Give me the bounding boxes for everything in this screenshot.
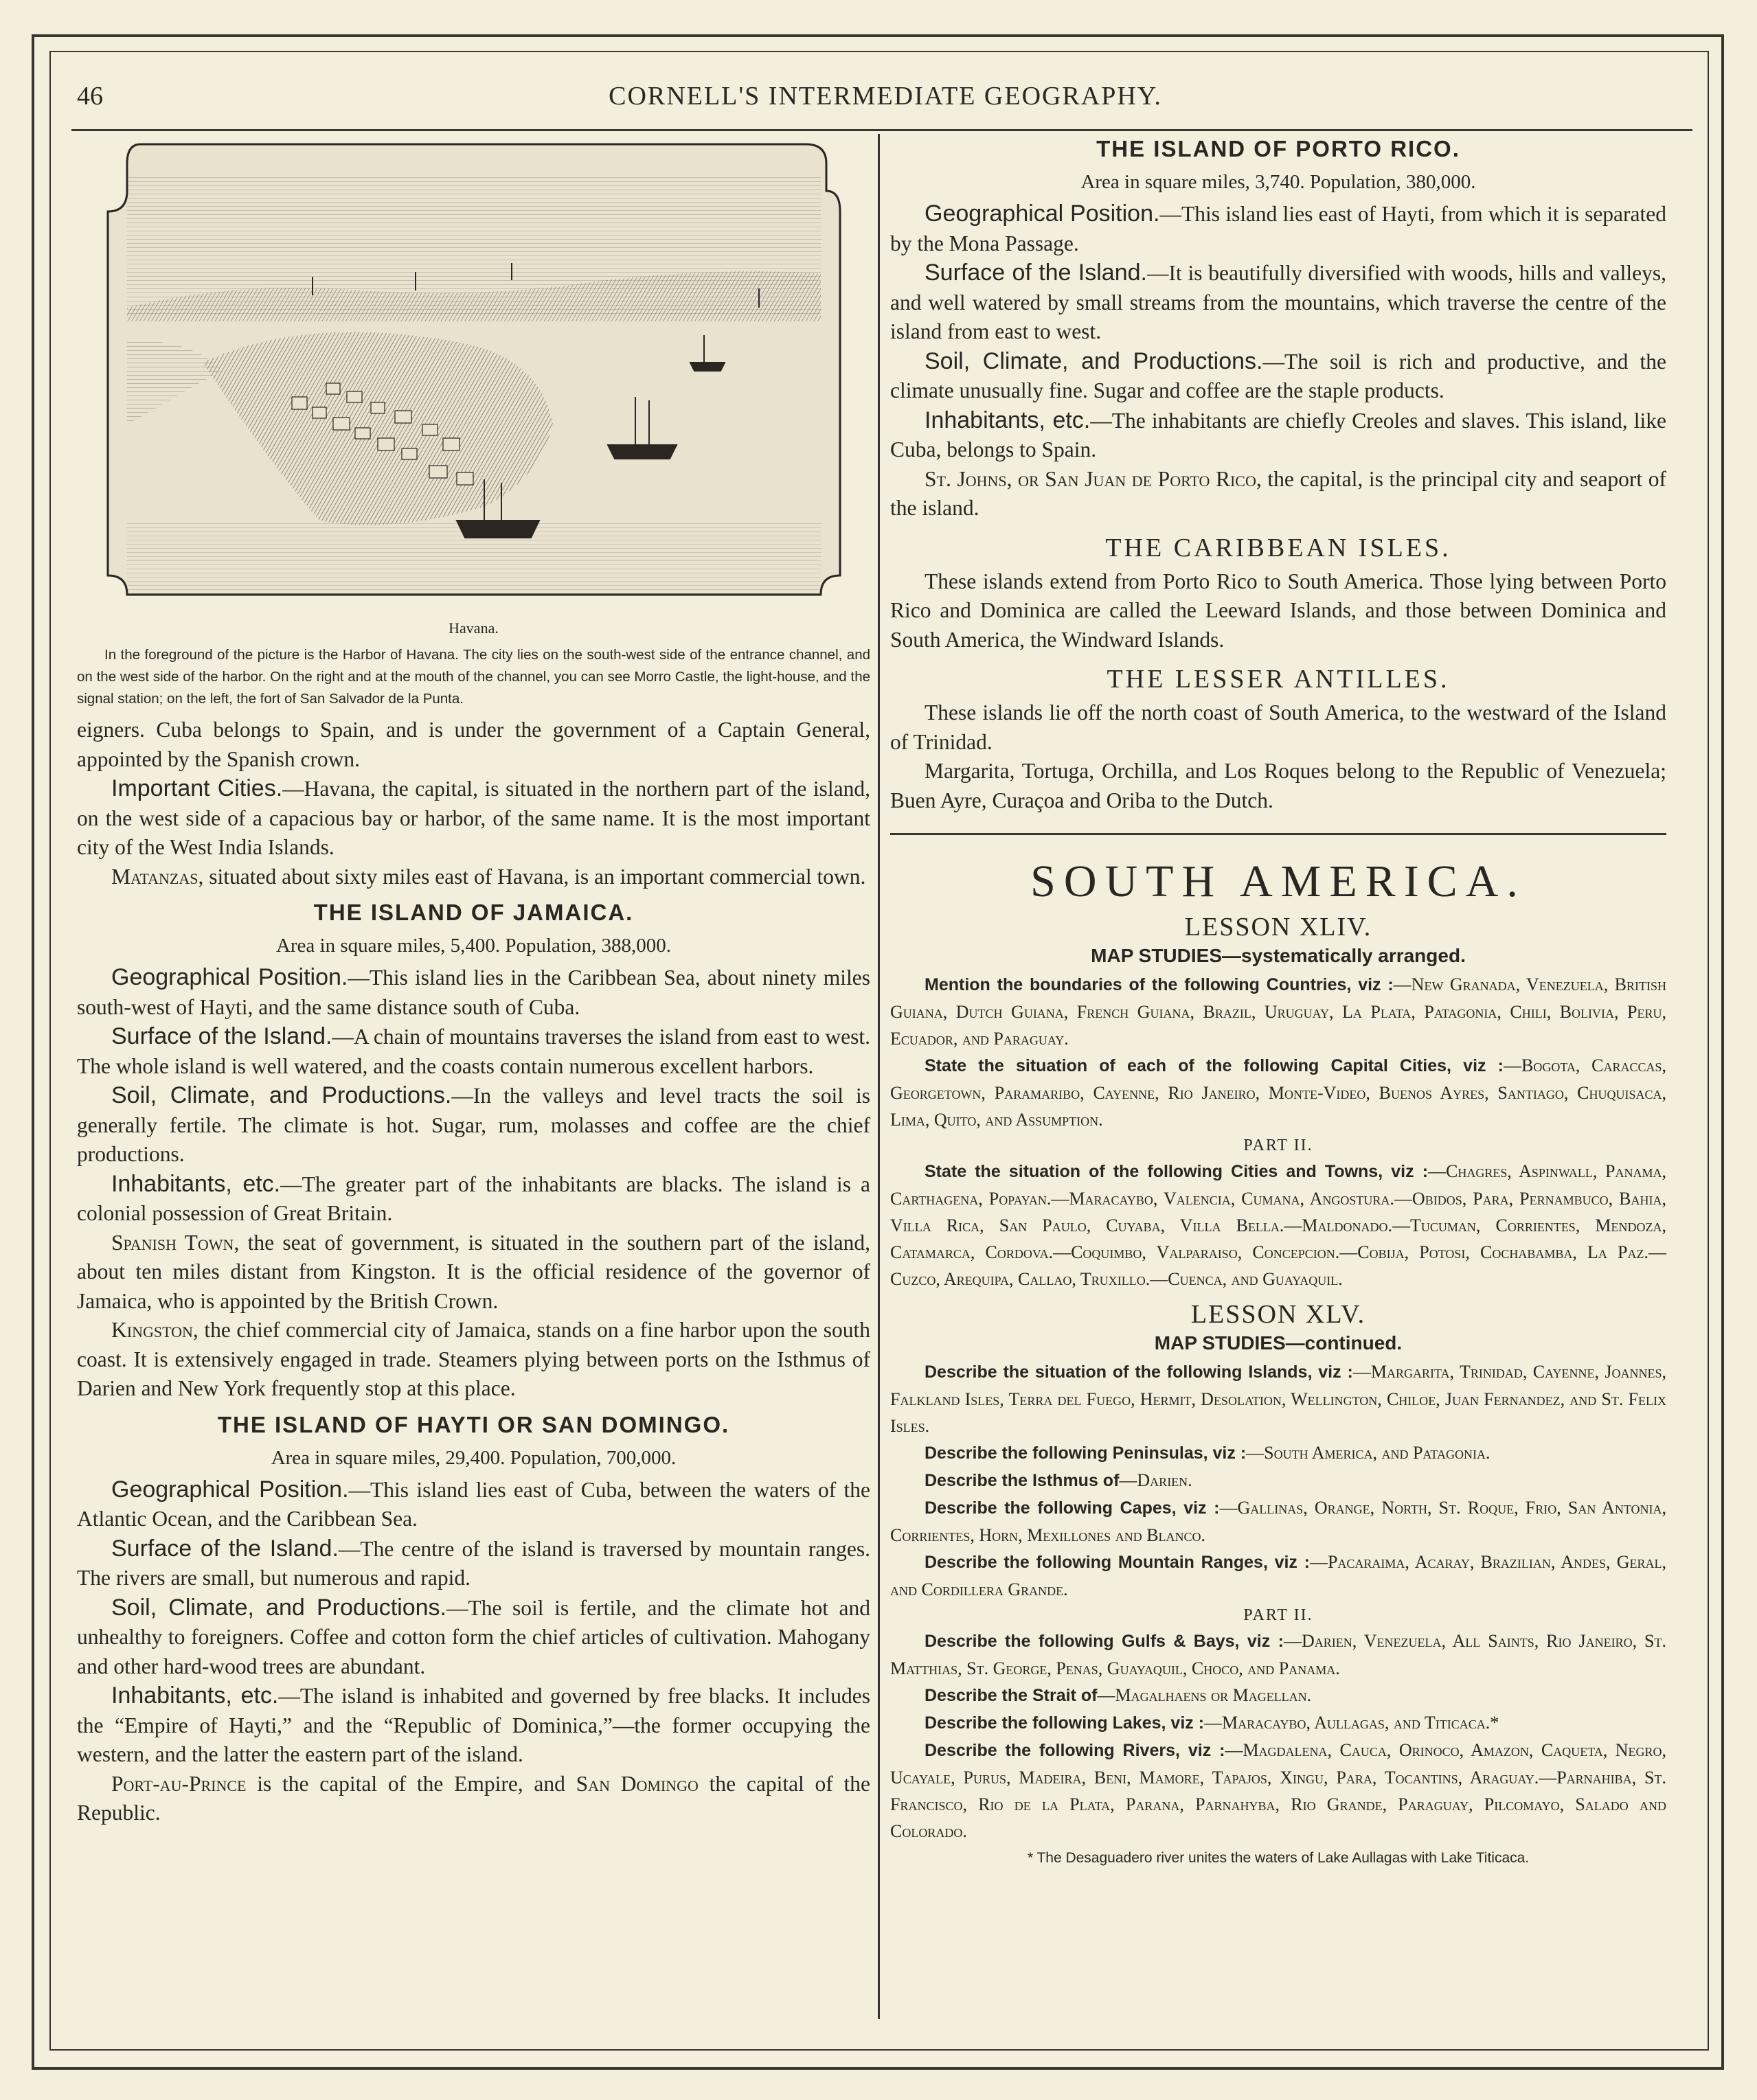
illustration-caption: In the foreground of the picture is the Harbor of Havana. The city lies on the south-west side of the entrance channel, and on the west side of the harbor. On the right and at the mouth of the channel, you can see Morro Castle, the light-house, and the signal station; on the left, the fort of San Salvador de la Punta. <box>77 647 870 707</box>
porto-rico-geo: Geographical Position.—This island lies east of Hayti, from which it is separated by the Mona Passage. <box>890 201 1666 255</box>
part-ii-label: PART II. <box>1243 1137 1313 1154</box>
jamaica-kingston: Kingston, the chief commercial city of Jamaica, stands on a fine harbor upon the south coast. It is extensively engaged in trade. Steamers plying between ports on the Isthmus of Darien and New York frequently stop at this place. <box>77 1318 870 1400</box>
section-heading-porto-rico: THE ISLAND OF PORTO RICO. <box>1096 136 1460 161</box>
hayti-soil: Soil, Climate, and Productions.—The soil is fertile, and the climate hot and unhealthy to foreigners. Coffee and cotton form the chief articles of cultivation. Mahogany and other hard-wood trees are abundant. <box>77 1594 870 1678</box>
section-rule <box>890 833 1666 835</box>
section-heading-jamaica: THE ISLAND OF JAMAICA. <box>313 900 634 925</box>
cuba-continued: eigners. Cuba belongs to Spain, and is under the government of a Captain General, appointed by the Spanish crown. <box>77 718 870 771</box>
column-divider <box>878 134 880 2019</box>
porto-rico-soil: Soil, Climate, and Productions.—The soil is rich and productive, and the climate unusually fine. Sugar and coffee are the staple products. <box>890 347 1666 402</box>
lesson-44-q2: State the situation of each of the following Capital Cities, viz :—Bogota, Caraccas, Georgetown, Paramaribo, Cayenne, Rio Janeiro, Monte-Video, Buenos Ayres, Santiago, Chuquisaca, Lima, Quito, and Assumption. <box>890 1055 1666 1130</box>
lesson-45-q4: Describe the following Capes, viz :—Gallinas, Orange, North, St. Roque, Frio, San Antonia, Corrientes, Horn, Mexillones and Blanco. <box>890 1498 1666 1545</box>
lesser-antilles-text-2: Margarita, Tortuga, Orchilla, and Los Roques belong to the Republic of Venezuela; Buen Ayre, Curaçoa and Oriba to the Dutch. <box>890 759 1666 812</box>
chapter-title: SOUTH AMERICA. <box>1030 856 1526 906</box>
lesson-45-q8: Describe the following Lakes, viz :—Maracaybo, Aullagas, and Titicaca.* <box>925 1713 1499 1733</box>
lesson-44-title: LESSON XLIV. <box>1184 913 1372 941</box>
lesson-45-subtitle: MAP STUDIES—continued. <box>1154 1332 1403 1354</box>
lesson-45-q2: Describe the following Peninsulas, viz :—South America, and Patagonia. <box>925 1443 1490 1463</box>
porto-rico-surface: Surface of the Island.—It is beautifully diversified with woods, hills and valleys, and well watered by small streams from the mountains, which traverse the centre of the island from east to west. <box>890 260 1666 343</box>
lesson-44-subtitle: MAP STUDIES—systematically arranged. <box>1091 945 1466 966</box>
lesson-45-q1: Describe the situation of the following Islands, viz :—Margarita, Trinidad, Cayenne, Joannes, Falkland Isles, Terra del Fuego, Hermit, Desolation, Wellington, Chiloe, Juan Fernandez, and St. Felix Isles. <box>890 1362 1667 1436</box>
jamaica-spanish-town: Spanish Town, the seat of government, is situated in the southern part of the island, about ten miles distant from Kingston. It is the official residence of the governor of Jamaica, who is appointed by the British Crown. <box>77 1230 870 1313</box>
lesson-45-title: LESSON XLV. <box>1190 1300 1366 1329</box>
lesson-44-q3: State the situation of the following Cities and Towns, viz :—Chagres, Aspinwall, Panama, Carthagena, Popayan.—Maracaybo, Valencia, Cumana, Angostura.—Obidos, Para, Pernambuco, Bahia, Villa Rica, San Paulo, Cuyaba, Villa Bella.—Maldonado.—Tucuman, Corrientes, Mendoza, Catamarca, Cordova.—Coquimbo, Valparaiso, Concepcion.—Cobija, Potosi, Cochabamba, La Paz.—Cuzco, Arequipa, Callao, Truxillo.—Cuenca, and Guayaquil. <box>890 1161 1666 1289</box>
jamaica-inhabitants: Inhabitants, etc.—The greater part of the inhabitants are blacks. The island is a colonial possession of Great Britain. <box>77 1170 870 1225</box>
jamaica-soil: Soil, Climate, and Productions.—In the valleys and level tracts the soil is generally fertile. The climate is hot. Sugar, rum, molasses and coffee are the chief productions. <box>77 1082 870 1166</box>
porto-rico-capital: St. Johns, or San Juan de Porto Rico, the capital, is the principal city and seaport of the island. <box>890 466 1666 520</box>
page-header <box>71 81 1699 122</box>
caribbean-text: These islands extend from Porto Rico to South America. Those lying between Porto Rico and Dominica are called the Leeward Islands, and those between Dominica and South America, the Windward Islands. <box>890 569 1666 652</box>
section-heading-hayti: THE ISLAND OF HAYTI OR SAN DOMINGO. <box>217 1411 730 1437</box>
area-population-jamaica: Area in square miles, 5,400. Population, 388,000. <box>275 935 672 957</box>
havana-harbor-illustration <box>100 136 848 617</box>
area-population-porto-rico: Area in square miles, 3,740. Population, 380,000. <box>1080 171 1476 193</box>
matanzas-paragraph: Matanzas, situated about sixty miles east of Havana, is an important commercial town. <box>111 864 866 889</box>
header-rule <box>71 129 1692 131</box>
run-in-heading: Important Cities. <box>111 775 283 801</box>
jamaica-surface: Surface of the Island.—A chain of mountains traverses the island from east to west. The whole island is well watered, and the coasts contain numerous excellent harbors. <box>77 1023 870 1078</box>
section-heading-lesser-antilles: THE LESSER ANTILLES. <box>1107 665 1450 694</box>
havana-engraving <box>100 136 848 617</box>
lesson-45-q9: Describe the following Rivers, viz :—Magdalena, Cauca, Orinoco, Amazon, Caqueta, Negro, Ucayale, Purus, Madeira, Beni, Mamore, Tapajos, Xingu, Para, Tocantins, Araguay.—Parnahiba, St. Francisco, Rio de la Plata, Parana, Parnahyba, Rio Grande, Paraguay, Pilcomayo, Salado and Colorado. <box>890 1740 1666 1841</box>
hayti-surface: Surface of the Island.—The centre of the island is traversed by mountain ranges. The rivers are small, but numerous and rapid. <box>77 1535 871 1590</box>
lesson-45-q5: Describe the following Mountain Ranges, viz :—Pacaraima, Acaray, Brazilian, Andes, Geral, and Cordillera Grande. <box>890 1552 1666 1599</box>
hayti-capitals: Port-au-Prince is the capital of the Empire, and San Domingo the capital of the Republic. <box>77 1771 871 1825</box>
section-heading-caribbean: THE CARIBBEAN ISLES. <box>1105 533 1451 562</box>
area-population-hayti: Area in square miles, 29,400. Population, 700,000. <box>271 1446 677 1469</box>
page-number: 46 <box>77 82 103 111</box>
lesson-45-q6: Describe the following Gulfs & Bays, viz :—Darien, Venezuela, All Saints, Rio Janeiro, St. Matthias, St. George, Penas, Guayaquil, Choco, and Panama. <box>890 1631 1666 1678</box>
porto-rico-inhabitants: Inhabitants, etc.—The inhabitants are chiefly Creoles and slaves. This island, like Cuba, belongs to Spain. <box>890 407 1666 461</box>
hayti-geo: Geographical Position.—This island lies east of Cuba, between the waters of the Atlantic Ocean, and the Caribbean Sea. <box>77 1476 870 1531</box>
map-studies <box>890 912 1666 1869</box>
footnote: * The Desaguadero river unites the waters of Lake Aullagas with Lake Titicaca. <box>1027 1850 1530 1866</box>
jamaica-geo: Geographical Position.—This island lies in the Caribbean Sea, about ninety miles south-west of Hayti, and the same distance south of Cuba. <box>77 964 870 1019</box>
lesser-antilles-text-1: These islands lie off the north coast of South America, to the westward of the Island of Trinidad. <box>890 700 1666 754</box>
lesson-44-q1: Mention the boundaries of the following Countries, viz :—New Granada, Venezuela, British Guiana, Dutch Guiana, French Guiana, Brazil, Uruguay, La Plata, Patagonia, Chili, Bolivia, Peru, Ecuador, and Paraguay. <box>890 974 1666 1049</box>
lesson-45-q3: Describe the Isthmus of—Darien. <box>925 1470 1192 1490</box>
place-name: Matanzas <box>111 864 199 889</box>
left-column <box>77 136 870 1828</box>
running-title: CORNELL'S INTERMEDIATE GEOGRAPHY. <box>609 82 1162 111</box>
right-column <box>890 136 1666 1869</box>
hayti-inhabitants: Inhabitants, etc.—The island is inhabited and governed by free blacks. It includes the “Empire of Hayti,” and the “Republic of Dominica,”—the former occupying the western, and the latter the eastern part of the island. <box>77 1682 870 1766</box>
cuba-cities-paragraph: Important Cities.—Havana, the capital, is situated in the northern part of the island, on the west side of a capacious bay or harbor, of the same name. It is the most important city of the West India Islands. <box>77 775 870 859</box>
part-ii-label: PART II. <box>1243 1606 1313 1624</box>
lesson-45-q7: Describe the Strait of—Magalhaens or Magellan. <box>925 1685 1312 1705</box>
illustration-title: Havana. <box>449 619 499 637</box>
